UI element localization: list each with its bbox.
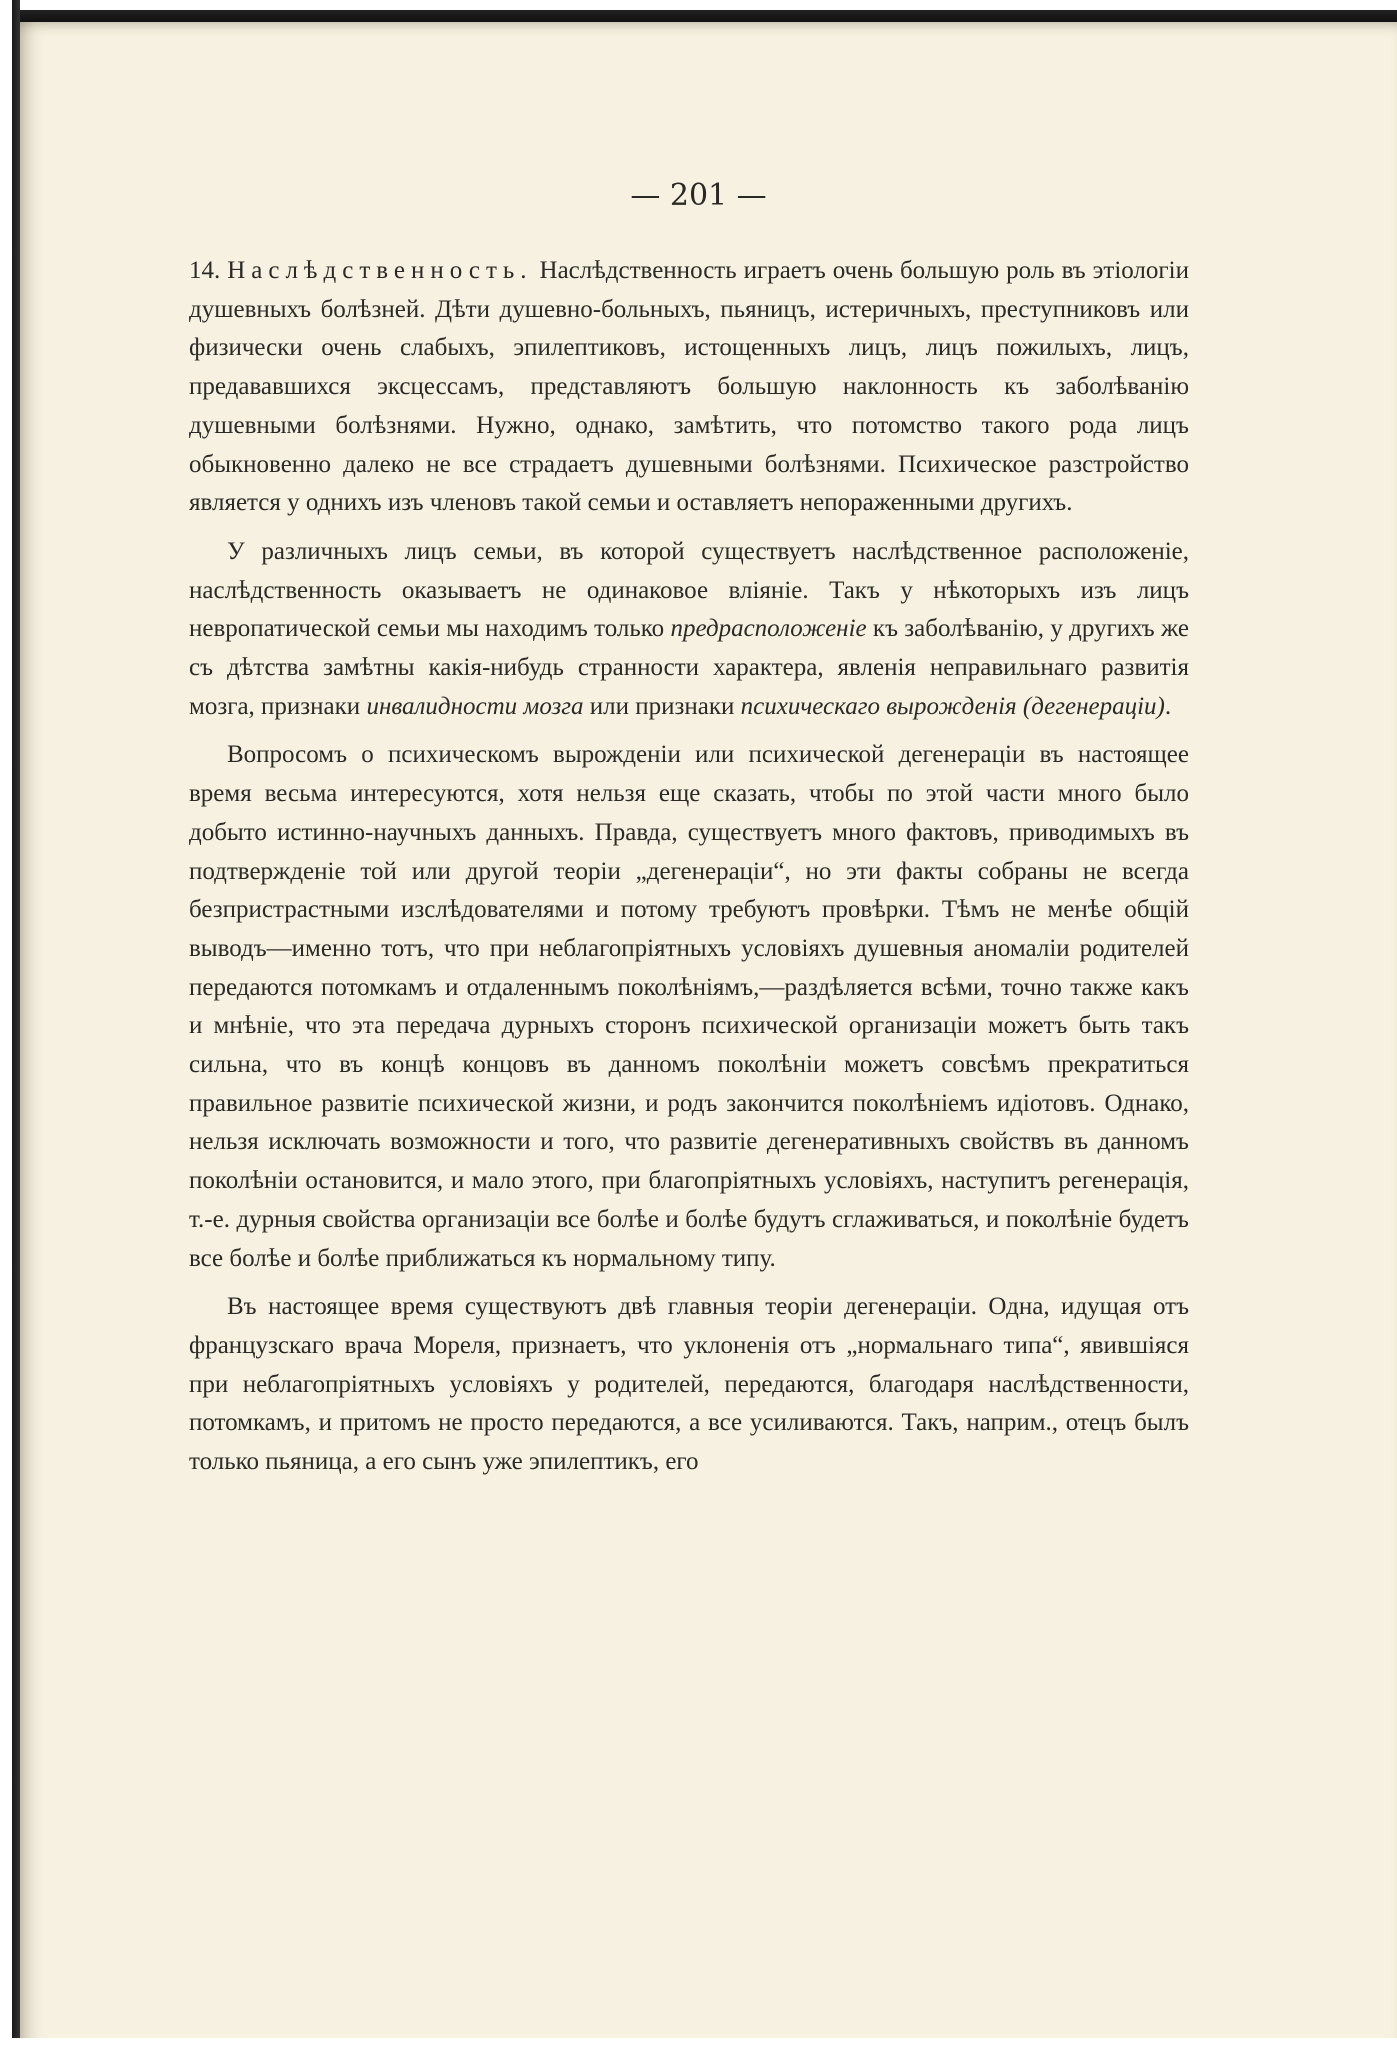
emphasis-degeneration: психическаго вырожденія (дегенераціи) [740,692,1165,720]
scan-top-edge [0,0,1397,22]
paragraph-text: . [1164,692,1172,720]
section-number: 14. [189,257,228,284]
scan-left-edge [0,0,20,2050]
body-text [189,252,1189,1492]
paragraph-predisposition [189,533,1189,727]
paragraph-text: или признаки [583,692,741,720]
emphasis-brain-invalidity: инвалидности мозга [366,692,584,720]
paragraph-degeneration-question: Вопросомъ о психическомъ вырожденіи или психической дегенераціи въ настоящее время весьма интересуются, хотя нельзя еще сказать, чтобы по этой части много было добыто истинно-научныхъ данныхъ. Правда, существуетъ много фактовъ, приводимыхъ въ подтвержденіе той или другой теоріи „дегенераціи“, но эти факты собраны не всегда безпристрастными изслѣдователями и потому требуютъ провѣрки. Тѣмъ не менѣе общій выводъ—именно тотъ, что при неблагопріятныхъ условіяхъ душевныя аномаліи родителей передаются потомкамъ и отдаленнымъ поколѣніямъ,—раздѣляется всѣми, точно также какъ и мнѣніе, что эта передача дурныхъ сторонъ психической организаціи можетъ быть такъ сильна, что въ концѣ концовъ въ данномъ поколѣніи можетъ совсѣмъ прекратиться правильное развитіе психической жизни, и родъ закончится поколѣніемъ идіотовъ. Однако, нельзя исключать возможности и того, что развитіе дегенеративныхъ свойствъ въ данномъ поколѣніи остановится, и мало этого, при благопріятныхъ условіяхъ, наступитъ регенерація, т.-е. дурныя свойства организаціи все болѣе и болѣе будутъ сглаживаться, и поколѣніе будетъ все болѣе и болѣе приближаться къ нормальному типу. [189,741,1189,1272]
paragraph-text: Наслѣдственность играетъ очень большую роль въ этіологіи душевныхъ болѣзней. Дѣти душевно-больныхъ, пьяницъ, истеричныхъ, преступниковъ или физически очень слабыхъ, эпилептиковъ, истощенныхъ лицъ, лицъ пожилыхъ, лицъ, предававшихся эксцессамъ, представляютъ большую наклонность къ заболѣванію душевными болѣзнями. Нужно, однако, замѣтить, что потомство такого рода лицъ обыкновенно далеко не все страдаетъ душевными болѣзнями. Психическое разстройство является у однихъ изъ членовъ такой семьи и оставляетъ непораженными другихъ. [189,257,1189,517]
emphasis-predisposition: предрасположеніе [670,615,867,643]
paragraph-two-theories: Въ настоящее время существуютъ двѣ главныя теоріи дегенераціи. Одна, идущая отъ французскаго врача Мореля, признаетъ, что уклоненія отъ „нормальнаго типа“, явившіяся при неблагопріятныхъ условіяхъ у родителей, передаются, благодаря наслѣдственности, потомкамъ, и притомъ не просто передаются, а все усиливаются. Такъ, наприм., отецъ былъ только пьяница, а его сынъ уже эпилептикъ, его [189,1293,1189,1476]
page-number: — 201 — [630,178,767,213]
paragraph-text: У различныхъ лицъ семьи, въ которой существуетъ наслѣдственное расположеніе, наслѣдственность оказываетъ не одинаковое вліяніе. Такъ у нѣкоторыхъ изъ лицъ невропатической семьи мы находимъ только [189,537,1189,643]
section-heading: Наслѣдственность. [227,257,533,284]
paragraph-text: къ заболѣванію, у другихъ же съ дѣтства замѣтны какія-нибудь странности характера, явленія неправильнаго развитія мозга, признаки [189,615,1189,720]
scan-bottom-edge [0,2038,1397,2050]
paragraph-heredity [189,252,1189,523]
